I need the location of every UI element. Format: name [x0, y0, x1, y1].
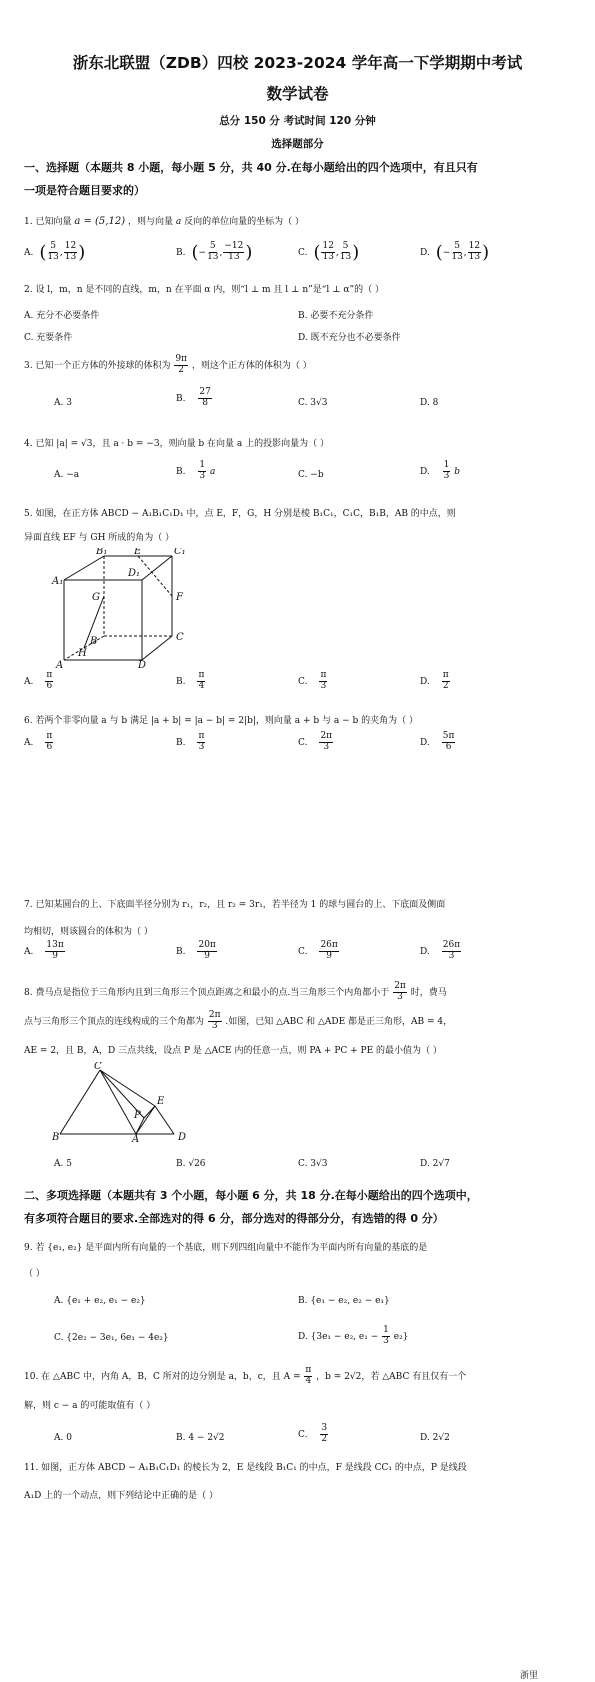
- q5-label-b1: B₁: [96, 548, 108, 557]
- q6-option-label: C.: [298, 737, 308, 748]
- q8-label-b: B: [52, 1132, 60, 1142]
- q1-denominator: 13: [64, 252, 77, 262]
- q5-option-c: [298, 671, 328, 692]
- q1-numerator: 5: [209, 241, 216, 252]
- q10-option-a: A. 0: [54, 1433, 72, 1443]
- q1-numerator: 5: [50, 241, 56, 252]
- q6-stem: 6. 若两个非零向量 a 与 b 满足 |a + b| = |a − b| = 2|b|，则向量 a + b 与 a − b 的夹角为（ ）: [24, 716, 418, 726]
- q1-numerator: −12: [224, 241, 244, 252]
- q6-numerator: 2π: [320, 731, 333, 741]
- q10-option-c: C. $\frac{3}{2}$: [298, 1423, 328, 1444]
- q8-option-c: C. 3√3: [298, 1159, 328, 1169]
- q5-denominator: 4: [198, 680, 205, 691]
- q5-option-a: [24, 671, 54, 692]
- q1-numerator: 12: [322, 241, 334, 252]
- q1-numerator: 5: [454, 241, 460, 252]
- q5-label-a1: A₁: [52, 576, 64, 587]
- q5-numerator: π: [320, 670, 327, 680]
- exam-title: 浙东北联盟（ZDB）四校 2023-2024 学年高一下学期期中考试: [72, 54, 523, 72]
- q7-option-d: [420, 941, 462, 962]
- q1-stem: 1. 已知向量 a = (5,12) ，则与向量 a 反向的单位向量的坐标为（ ）: [24, 216, 304, 227]
- q6-numerator: π: [198, 731, 205, 741]
- q6-numerator: π: [46, 731, 53, 741]
- section2-heading-line1: 二、多项选择题（本题共有 3 个小题，每小题 6 分，共 18 分.在每小题给出的四个选项中，: [24, 1189, 478, 1202]
- q1-option-label: C.: [298, 248, 308, 258]
- q7-option-label: A.: [24, 946, 34, 957]
- q6-option-label: A.: [24, 737, 34, 748]
- q5-label-e: E: [134, 548, 142, 557]
- q7-numerator: 26π: [320, 940, 338, 950]
- q1-denominator: 13: [207, 252, 219, 262]
- q3-option-b: B. $\frac{27}{8}$: [176, 387, 211, 408]
- q5-label-b: B: [90, 636, 98, 647]
- q2-option-d: D. 既不充分也不必要条件: [298, 333, 401, 343]
- q3-option-d: D. 8: [420, 398, 439, 408]
- q5-label-a: A: [56, 660, 64, 670]
- q7-denominator: 9: [52, 950, 58, 961]
- q5-label-c1: C₁: [174, 548, 186, 557]
- q7-option-label: B.: [176, 946, 186, 957]
- q1-fraction-2: [468, 242, 481, 263]
- q5-label-h: H: [78, 648, 87, 659]
- q8-label-p: P: [134, 1110, 141, 1121]
- section1-heading-line2: 一项是符合题目要求的）: [24, 184, 145, 197]
- q2-option-c: C. 充要条件: [24, 333, 73, 343]
- q7-option-a: [24, 941, 66, 962]
- q6-denominator: 3: [198, 741, 205, 752]
- q1-denominator: 13: [451, 252, 463, 262]
- q9-stem-line2: （ ）: [24, 1269, 45, 1279]
- q8-option-d: D. 2√7: [420, 1159, 450, 1169]
- q6-denominator: 6: [46, 741, 53, 752]
- section2-heading-line2: 有多项符合题目的要求.全部选对的得 6 分，部分选对的得部分分，有选错的得 0 分）: [24, 1212, 444, 1225]
- q5-numerator: π: [442, 670, 449, 680]
- q10-option-b: B. 4 − 2√2: [176, 1433, 225, 1443]
- q5-option-b: [176, 671, 206, 692]
- subject-title: 数学试卷: [266, 85, 329, 103]
- q4-option-d: D. $\frac{1}{3}$ b: [420, 460, 461, 481]
- q1-fraction-2: [340, 242, 351, 263]
- q5-stem-line2: 异面直线 EF 与 GH 所成的角为（ ）: [24, 533, 175, 543]
- q4-option-a: A. −a: [54, 470, 80, 480]
- q5-stem-line1: 5. 如图，在正方体 ABCD − A₁B₁C₁D₁ 中，点 E，F，G，H 分别是棱 B₁C₁，C₁C，B₁B，AB 的中点，则: [24, 509, 456, 519]
- q1-sign: −: [198, 248, 207, 258]
- q8-stem-line2: 点与三角形三个顶点的连线构成的三个角都为 $\frac{2\pi}{3}$ .如图，已知 △ABC 和 △ADE 都是正三角形，AB = 4，: [24, 1010, 453, 1031]
- q6-option-label: D.: [420, 737, 430, 748]
- q5-label-d1: D₁: [128, 568, 141, 579]
- q7-denominator: 3: [448, 950, 455, 961]
- q11-stem-line2: A₁D 上的一个动点，则下列结论中正确的是（ ）: [24, 1491, 219, 1501]
- q1-option-b: B. (− $\frac{5}{13}$ , $\frac{-12}{13}$ ): [176, 241, 253, 263]
- q9-option-c: C. {2e₂ − 3e₁, 6e₁ − 4e₂}: [54, 1333, 169, 1343]
- q5-label-d: D: [138, 660, 147, 670]
- q8-label-d: D: [178, 1132, 187, 1142]
- q1-option-a: A. ( $\frac{5}{13}$ , $\frac{12}{13}$ ): [24, 241, 86, 263]
- q3-option-a: A. 3: [54, 398, 72, 408]
- q8-label-a: A: [132, 1134, 140, 1142]
- q7-stem-line2: 均相切，则该圆台的体积为（ ）: [24, 927, 153, 937]
- q6-option-label: B.: [176, 737, 186, 748]
- q5-label-g: G: [92, 592, 100, 603]
- q9-option-d: D. {3e₁ − e₂, e₁ − $\frac{1}{3}$ e₂}: [298, 1325, 409, 1346]
- q10-stem-line1: 10. 在 △ABC 中，内角 A，B，C 所对的边分别是 a，b，c，且 A = $\frac{\pi}{4}$ ，b = 2√2，若 △ABC 有且仅有一个: [24, 1365, 467, 1386]
- q6-denominator: 6: [445, 741, 452, 752]
- footer-mark: 浙里: [520, 1671, 539, 1681]
- q9-option-a: A. {e₁ + e₂, e₁ − e₂}: [54, 1296, 146, 1306]
- q9-option-b: B. {e₁ − e₂, e₂ − e₁}: [298, 1296, 390, 1306]
- part-title: 选择题部分: [271, 138, 324, 150]
- q2-option-b: B. 必要不充分条件: [298, 311, 374, 321]
- q1-denominator: 13: [322, 252, 334, 262]
- q1-option-label: A.: [24, 248, 34, 258]
- q7-option-c: [298, 941, 340, 962]
- q5-option-label: A.: [24, 676, 34, 687]
- q7-option-label: C.: [298, 946, 308, 957]
- q5-numerator: π: [46, 670, 53, 680]
- q6-option-d: [420, 732, 456, 753]
- q1-numerator: 12: [64, 241, 77, 252]
- section1-heading-line1: 一、选择题（本题共 8 小题，每小题 5 分，共 40 分.在每小题给出的四个选项中，有且只有: [24, 161, 478, 174]
- q1-fraction-1: [321, 242, 334, 263]
- q9-stem-line1: 9. 若 {e₁, e₂} 是平面内所有向量的一个基底，则下列四组向量中不能作为平面内所有向量的基底的是: [24, 1243, 428, 1253]
- q1-fraction-2: [223, 242, 244, 263]
- q5-denominator: 6: [46, 680, 53, 691]
- q5-numerator: π: [198, 670, 205, 680]
- q7-option-label: D.: [420, 946, 430, 957]
- q1-option-label: D.: [420, 248, 430, 258]
- q1-sign: −: [442, 248, 451, 258]
- q3-option-c: C. 3√3: [298, 398, 328, 408]
- q6-option-a: [24, 732, 54, 753]
- q1-denominator: 13: [468, 252, 481, 262]
- q7-option-b: [176, 941, 218, 962]
- q2-stem: 2. 设 l，m，n 是不同的直线，m，n 在平面 α 内，则“l ⊥ m 且 l ⊥ n”是“l ⊥ α”的（ ）: [24, 285, 384, 295]
- q7-denominator: 9: [204, 950, 211, 961]
- q1-fraction-2: [64, 242, 77, 263]
- q10-option-d: D. 2√2: [420, 1433, 450, 1443]
- q7-denominator: 9: [326, 950, 332, 961]
- q5-denominator: 3: [320, 680, 327, 691]
- q8-stem-line1: 8. 费马点是指位于三角形内且到三角形三个顶点距离之和最小的点.当三角形三个内角都小于 $\frac{2\pi}{3}$ 时，费马: [24, 981, 447, 1002]
- q7-numerator: 13π: [46, 940, 64, 950]
- q5-cube-figure: [50, 548, 190, 670]
- score-time: 总分 150 分 考试时间 120 分钟: [219, 115, 376, 127]
- q8-stem-line3: AE = 2，且 B，A，D 三点共线，设点 P 是 △ACE 内的任意一点，则 PA + PC + PE 的最小值为（ ）: [24, 1046, 442, 1056]
- q1-fraction-1: [207, 242, 218, 263]
- q1-fraction-1: [451, 242, 462, 263]
- q6-denominator: 3: [323, 741, 330, 752]
- q4-option-b: B. $\frac{1}{3}$ a: [176, 460, 216, 481]
- q5-option-label: C.: [298, 676, 308, 687]
- q10-stem-line2: 解，则 c − a 的可能取值有（ ）: [24, 1401, 156, 1411]
- q8-triangle-figure: [50, 1062, 190, 1142]
- q1-option-d: D. (− $\frac{5}{13}$ , $\frac{12}{13}$ ): [420, 241, 490, 263]
- q5-option-label: D.: [420, 676, 430, 687]
- q8-option-a: A. 5: [54, 1159, 72, 1169]
- q1-fraction-1: [47, 242, 58, 263]
- q8-label-c: C: [94, 1062, 102, 1072]
- q1-option-c: C. ( $\frac{12}{13}$ , $\frac{5}{13}$ ): [298, 241, 360, 263]
- q5-option-label: B.: [176, 676, 186, 687]
- q6-option-c: [298, 732, 334, 753]
- q7-numerator: 26π: [442, 940, 461, 950]
- q1-denominator: 13: [228, 252, 240, 262]
- q1-denominator: 13: [339, 252, 352, 262]
- q7-stem-line1: 7. 已知某圆台的上、下底面半径分别为 r₁，r₂，且 r₂ = 3r₁，若半径为 1 的球与圆台的上、下底面及侧面: [24, 900, 446, 910]
- q11-stem-line1: 11. 如图，正方体 ABCD − A₁B₁C₁D₁ 的棱长为 2，E 是线段 B₁C₁ 的中点，F 是线段 CC₁ 的中点，P 是线段: [24, 1463, 467, 1473]
- q1-option-label: B.: [176, 248, 186, 258]
- q4-stem: 4. 已知 |a| = √3，且 a · b = −3，则向量 b 在向量 a 上的投影向量为（ ）: [24, 439, 329, 449]
- q5-label-f: F: [176, 592, 183, 603]
- q6-option-b: [176, 732, 206, 753]
- q3-stem: 3. 已知一个正方体的外接球的体积为 $\frac{9\pi}{2}$ ，则这个正方体的体积为（ ）: [24, 354, 312, 375]
- q8-label-e: E: [157, 1096, 165, 1107]
- q2-option-a: A. 充分不必要条件: [24, 311, 100, 321]
- q5-option-d: [420, 671, 451, 692]
- q1-denominator: 13: [47, 252, 59, 262]
- q1-numerator: 12: [468, 241, 481, 252]
- q8-option-b: B. √26: [176, 1159, 206, 1169]
- q5-denominator: 2: [442, 680, 449, 691]
- q5-label-c: C: [176, 632, 184, 643]
- q6-numerator: 5π: [442, 731, 455, 741]
- q7-numerator: 20π: [198, 940, 216, 950]
- q1-numerator: 5: [342, 241, 349, 252]
- q4-option-c: C. −b: [298, 470, 324, 480]
